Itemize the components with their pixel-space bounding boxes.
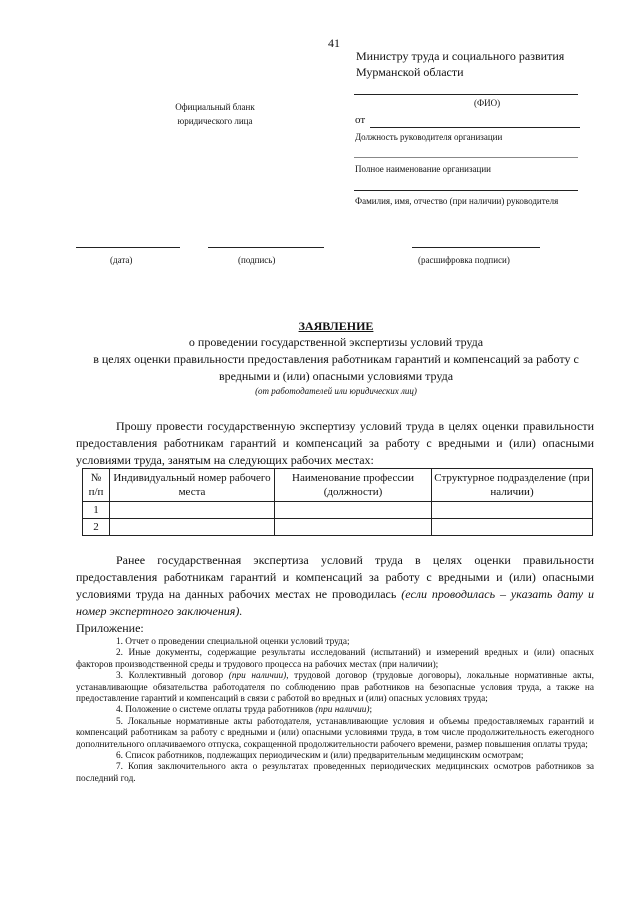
col-header-department: Структурное подразделение (при наличии) [432, 469, 593, 502]
col-header-profession: Наименование профессии (должности) [275, 469, 432, 502]
blank-line1: Официальный бланк [175, 102, 255, 112]
blank-line2: юридического лица [177, 116, 253, 126]
heading-line1: о проведении государственной экспертизы условий труда [188, 335, 484, 349]
attachments-list [76, 637, 594, 785]
list-item: 4. Положение о системе оплаты труда работников (при наличии); [116, 705, 373, 716]
from-label: от [355, 114, 366, 126]
position-line [354, 157, 578, 158]
sign-label: (подпись) [238, 255, 276, 265]
table-cell[interactable] [432, 519, 593, 536]
fio-label: (ФИО) [474, 98, 501, 108]
heading-line2: в целях оценки правильности предоставления работникам гарантий и компенсаций за работу с [93, 352, 579, 366]
request-paragraph: Прошу провести государственную экспертизу условий труда в целях оценки правильности предоставления работникам гарантий и компенсаций за работу с вредными и (или) опасными условиями труда, занятым на следующих рабочих местах: [76, 419, 594, 467]
table-row [83, 519, 593, 536]
list-item: 1. Отчет о проведении специальной оценки условий труда; [116, 637, 350, 647]
list-item: 3. Коллективный договор (при наличии), трудовой договор (трудовые договоры), локальные нормативные акты, устанавливающие обязательства работодателя по соблюдению прав работников на безопасные условия труда, а также на предоставление гарантий и компенсаций в связи с работой во вредных и (или) опасных условиях труда; [76, 671, 595, 705]
table-cell: 2 [83, 519, 110, 536]
official-blank [160, 100, 270, 128]
heading-block [60, 318, 612, 397]
list-item: 5. Локальные нормативные акты работодателя, устанавливающие условия и объемы предоставляемых гарантий и компенсаций работникам за работу с вредными и (или) опасными условиями труда, в том числе продолжительность ежегодного дополнительного оплачиваемого отпуска, сокращенной продолжительности рабочего времени, размер повышения оплаты труда; [76, 716, 594, 750]
list-item: 7. Копия заключительного акта о результатах проведенных периодических медицинских осмотров работников за последний год. [76, 762, 594, 784]
workplaces-table [82, 468, 593, 536]
table-header-row [83, 469, 593, 502]
list-item: 6. Список работников, подлежащих периодическим и (или) предварительным медицинским осмотрам; [116, 751, 524, 762]
table-cell[interactable] [110, 502, 275, 519]
date-label: (дата) [110, 255, 133, 265]
table-cell: 1 [83, 502, 110, 519]
position-label: Должность руководителя организации [355, 132, 503, 142]
addressee-line1: Министру труда и социального развития [356, 49, 565, 63]
org-label: Полное наименование организации [355, 164, 491, 174]
name-label: Фамилия, имя, отчество (при наличии) руководителя [355, 196, 559, 206]
heading-line3: вредными и (или) опасными условиями труда [218, 369, 454, 383]
sign-line [208, 247, 324, 248]
statement-title: ЗАЯВЛЕНИЕ [298, 319, 374, 333]
page-number: 41 [328, 36, 340, 50]
from-line [370, 127, 580, 128]
table-cell[interactable] [432, 502, 593, 519]
heading-note: (от работодателей или юридических лиц) [255, 386, 417, 396]
previous-text: Ранее государственная экспертиза условий труда в целях оценки правильности предоставления работникам гарантий и компенсаций за работу с вредными и (или) опасными условиями труда на данных рабочих местах не проводилась [76, 553, 594, 601]
addressee-title [356, 48, 564, 80]
attachments-title: Приложение: [76, 621, 144, 635]
col-header-number: № п/п [83, 469, 110, 502]
col-header-workplace: Индивидуальный номер рабочего места [110, 469, 275, 502]
table-cell[interactable] [275, 502, 432, 519]
decode-label: (расшифровка подписи) [418, 255, 510, 265]
table-row [83, 502, 593, 519]
table-cell[interactable] [110, 519, 275, 536]
previous-paragraph [76, 552, 594, 620]
previous-note: (если проводилась – указать дату и номер экспертного заключения). [76, 587, 594, 618]
date-line [76, 247, 180, 248]
fio-line [354, 94, 578, 95]
decode-line [412, 247, 540, 248]
org-line [354, 190, 578, 191]
list-item: 2. Иные документы, содержащие результаты исследований (испытаний) и измерений вредных и (или) опасных факторов производственной среды и трудового процесса на рабочих местах (при наличии); [76, 648, 594, 670]
table-cell[interactable] [275, 519, 432, 536]
addressee-line2: Мурманской области [356, 65, 464, 79]
